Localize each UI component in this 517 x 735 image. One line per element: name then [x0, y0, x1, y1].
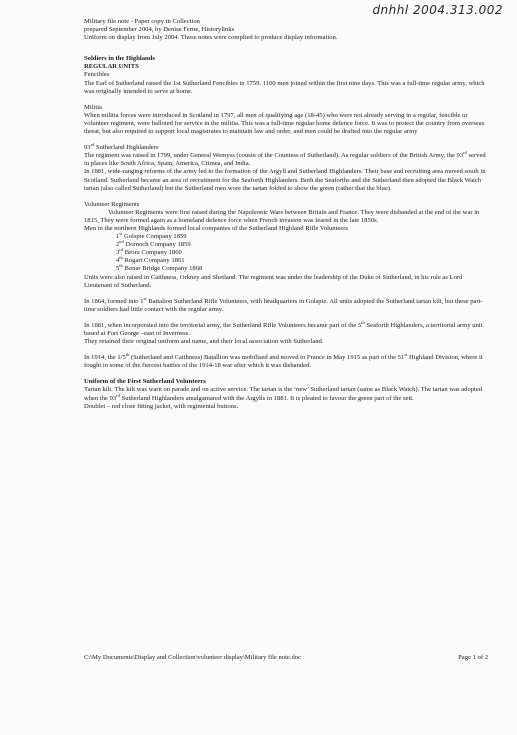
company-name: Brora Company 1860: [123, 249, 182, 257]
document-body: [84, 18, 488, 411]
file-note-header: [84, 18, 488, 42]
regular-units-title: REGULAR UNITS: [84, 63, 139, 71]
p4-text-b: Battalion Sutherland Rifle Volunteers, with headquarters in Golspie. All units adopted the Sutherland tartan kilt, but these part-time soldiers had little contact with the regular army.: [84, 297, 483, 313]
highlanders-p1-suffix: rd: [463, 150, 467, 156]
p6-suffix-2: st: [404, 352, 408, 357]
volunteer-paragraph-1: Volunteer Regiments were first raised during the Napoleonic Wars between Britain and France. They were disbanded at the end of the war in 1815, They were formed again as a homeland defence force when French invasion was feared in the late 1850s.: [84, 208, 480, 224]
company-number: 5: [116, 265, 120, 273]
highlanders-heading-rest: Sutherland Highlanders: [94, 144, 159, 152]
uniform-paragraph-2: Doublet – red close fitting jacket, with regimental buttons.: [84, 402, 239, 410]
file-path: C:\My Documents\Display and Collection\volunteer display\Military file note.doc: [84, 654, 302, 661]
page-number: Page 1 of 2: [458, 654, 488, 661]
uniform-p1-text-a: Tartan kilt. The kilt was warn on parade and on active service. The tartan is the ‘new’ Sutherland tartan (same as Black Watch). The tartan was adopted when the 93: [84, 386, 483, 402]
page-footer: [84, 654, 488, 661]
company-number: 3: [116, 249, 120, 257]
p6-suffix-1: th: [125, 352, 130, 357]
company-suffix: nd: [119, 238, 124, 244]
company-name: Golspie Company 1859: [122, 233, 187, 241]
volunteer-paragraph-2: Men in the northern Highlands formed local companies of the Sutherland Highland Rifle Volunteers: [84, 224, 348, 232]
militia-paragraph: When militia forces were introduced in Scotland in 1797, all men of qualifying age (18-45) who were not already serving in a regular, fencible or volunteer regiment, were balloted for service in the militia. This was a full-time regular home defence force. It was to protect the country from overseas threat, but also required to support local magistrates to maintain law and order, and men could be drafted into the regular army: [84, 111, 485, 136]
fencibles-paragraph: The Earl of Sutherland raised the 1st Sutherland Fencibles in 1759. 1100 men joined within the first nine days. This was a full-time regular army, which was originally intended to serve at home.: [84, 79, 485, 95]
volunteer-paragraph-5b: They retained their original uniform and name, and their local association with Sutherland.: [84, 338, 324, 346]
highlanders-p1-text-b: served in places like South Africa, Spain, America, Crimea, and India.: [84, 152, 486, 168]
militia-heading: Militia: [84, 103, 102, 111]
highlanders-paragraph-2: In 1881, wide-ranging reforms of the army led to the formation of the Argyll and Sutherland Highlanders. Their base and recruiting area moved south in Scotland. Sutherland became an area of recruitment for the Seaforth Highlanders. Both the Seaforths and the Sutherland then adopted the Black Watch tartan (also called Sutherland) but the Sutherland men wore the tartan folded to show the green (rather that the blue).: [84, 168, 486, 192]
header-line-1: Military file note - Paper copy in Collection: [84, 18, 200, 25]
highlanders-heading: [84, 141, 488, 152]
company-suffix: th: [119, 255, 123, 261]
p5-text-a: In 1881, when incorporated into the territorial army, the Sutherland Rifle Volunteers became part of the 5: [84, 321, 362, 329]
company-number: 4: [116, 257, 120, 265]
volunteer-heading: Volunteer Regiments: [84, 200, 140, 208]
company-list: [84, 230, 488, 273]
uniform-p1-text-b: Sutherland Highlanders amalgamared with the Argylls in 1881. It is pleated to favour the green part of the sett.: [119, 394, 414, 402]
header-line-3: Uniform on display from July 2004. These notes were complied to produce display information.: [84, 34, 338, 42]
company-suffix: th: [119, 263, 123, 269]
accession-number: dnhhl 2004.313.002: [372, 3, 503, 17]
volunteer-paragraph-3: Units were also raised in Caithness, Orkney and Shetland. The regiment was under the leadership of the Duke of Sutherland, in his role as Lord Lieutenant of Sutherland.: [84, 273, 463, 289]
list-item: [116, 265, 488, 273]
p4-text-a: In 1864, formed into 1: [84, 297, 144, 305]
header-line-2: prepared September 2004, by Denise Ferne, Historylinks: [84, 26, 235, 34]
p6-text-a: In 1914, the 1/5: [84, 354, 126, 362]
fencibles-heading: Fencibles: [84, 71, 110, 79]
p6-text-b: (Sutherland and Caithness) Batallion was mobilised and moved to France in May 1915 as part of the 51: [129, 354, 405, 362]
uniform-p1-suffix: rd: [116, 392, 120, 398]
volunteer-paragraph-4: [84, 295, 488, 314]
company-name: Bonar Bridge Company 1868: [122, 265, 203, 273]
list-item: [116, 230, 488, 241]
uniform-heading: Uniform of the First Sutherland Volunteers: [84, 378, 206, 386]
company-number: 1: [116, 233, 120, 241]
highlanders-paragraph-1: [84, 152, 488, 168]
volunteer-paragraph-6: [84, 354, 488, 370]
highlanders-p1-text-a: The regiment was raised in 1799, under General Wemyss (cousin of the Countess of Sutherland). As regular soldiers of the British Army, the 93: [84, 152, 464, 160]
company-number: 2: [116, 241, 120, 249]
uniform-paragraph-1: [84, 386, 488, 402]
company-suffix: rd: [119, 247, 124, 253]
section-title: Soldiers in the Highlands: [84, 55, 155, 63]
p6-text-c: Highland Division, where it fought in some of the fiercest battles of the 1914-18 war after which it was disbanded.: [84, 354, 483, 370]
company-suffix: st: [119, 230, 123, 236]
p5-text-b: Seaforth Highlanders, a territorial army unit based at Fort George –east of Inverness.: [84, 321, 483, 337]
highlanders-number: 93: [84, 144, 91, 152]
p5-suffix: th: [361, 319, 365, 325]
volunteer-paragraph-5: [84, 319, 488, 338]
company-name: Dornoch Company 1859: [123, 241, 191, 249]
company-name: Rogart Company 1861: [122, 257, 185, 265]
p4-suffix: st: [143, 295, 147, 301]
highlanders-suffix: rd: [90, 141, 95, 147]
